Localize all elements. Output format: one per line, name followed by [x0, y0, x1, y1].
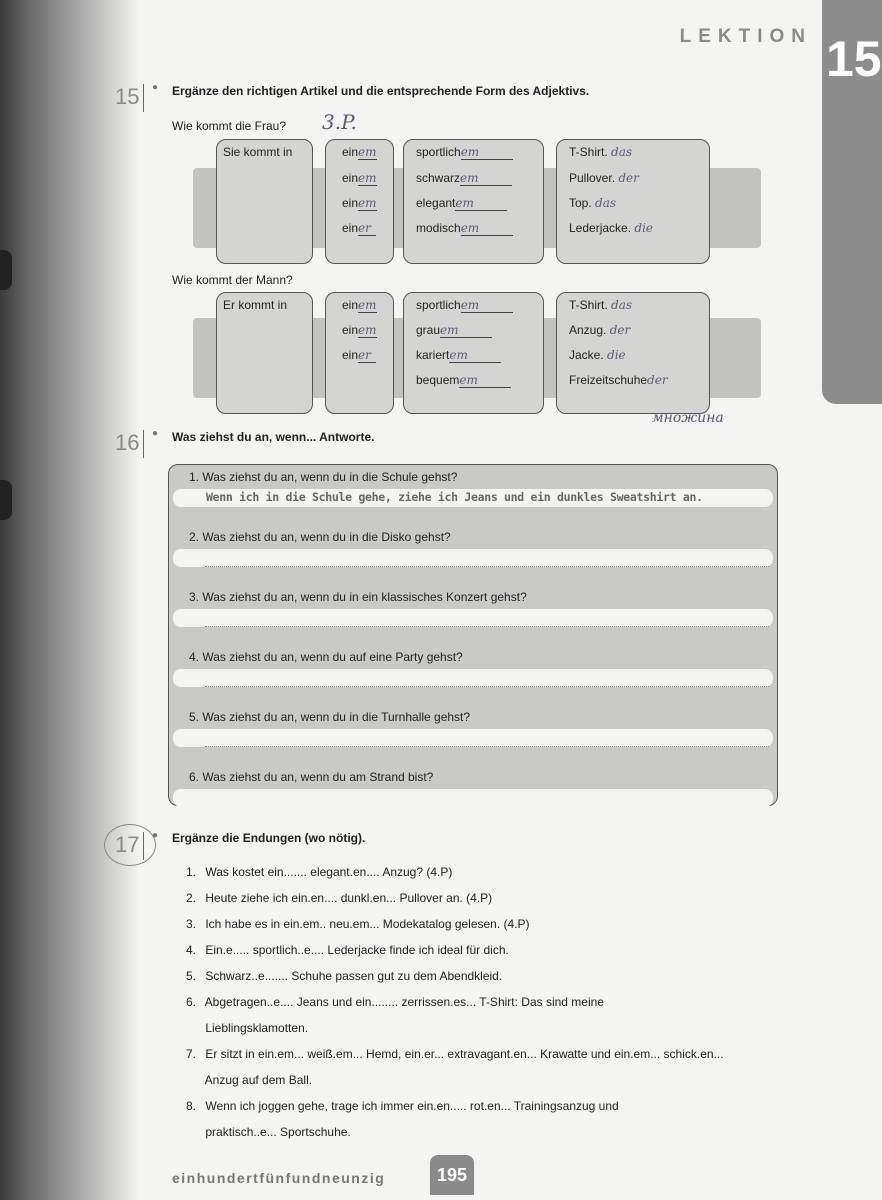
answer-panel: [168, 464, 778, 806]
adjective-row: elegantem: [416, 196, 507, 211]
adjective-row: bequemem: [416, 373, 511, 388]
lektion-header: LEKTION: [679, 26, 812, 47]
noun-box: [556, 139, 710, 264]
subject-box: [216, 292, 313, 414]
exercise-divider: [143, 430, 144, 458]
adjective-row: grauem: [416, 323, 492, 338]
question-row: [169, 645, 777, 705]
article-box: [325, 292, 394, 414]
noun-row: Top. das: [569, 196, 617, 210]
handwritten-side-note: множина: [652, 410, 724, 426]
question-row: [169, 705, 777, 765]
article-row: einem: [342, 145, 377, 159]
exercise-number: 16: [115, 430, 140, 455]
bullet-icon: ●: [152, 428, 159, 439]
article-row: einer: [342, 348, 376, 363]
question-text: 3. Was ziehst du an, wenn du in ein klassisches Konzert gehst?: [189, 590, 527, 604]
list-item: 2. Heute ziehe ich ein.en.... dunkl.en... Pullover an. (4.P): [186, 891, 493, 905]
question-mann: Wie kommt der Mann?: [172, 273, 293, 287]
adjective-box: [403, 292, 544, 414]
question-row: [169, 525, 777, 585]
list-item: Lieblingsklamotten.: [205, 1021, 309, 1035]
chapter-number: 15: [826, 31, 882, 87]
article-row: einer: [342, 221, 376, 236]
noun-row: T-Shirt. das: [569, 145, 633, 159]
article-row: einem: [342, 298, 377, 312]
list-item: 1. Was kostet ein....... elegant.en.... Anzug? (4.P): [186, 865, 453, 879]
exercise-number: 17: [115, 832, 140, 857]
exercise-title: Ergänze die Endungen (wo nötig).: [172, 831, 366, 845]
dotted-line: [205, 626, 769, 627]
exercise-title: Was ziehst du an, wenn... Antworte.: [172, 430, 375, 444]
list-item: 6. Abgetragen..e.... Jeans und ein........ zerrissen.es... T-Shirt: Das sind meine: [186, 995, 604, 1009]
list-item: 3. Ich habe es in ein.em.. neu.em... Modekatalog gelesen. (4.P): [186, 917, 530, 931]
question-text: 4. Was ziehst du an, wenn du auf eine Party gehst?: [189, 650, 463, 664]
answer-line[interactable]: [173, 669, 773, 687]
adjective-row: kariertem: [416, 348, 501, 363]
answer-line[interactable]: [173, 549, 773, 567]
adjective-box: [403, 139, 544, 264]
exercise-number: 15: [115, 84, 140, 109]
bullet-icon: ●: [152, 830, 159, 841]
answer-line[interactable]: [173, 789, 773, 807]
list-item: 8. Wenn ich joggen gehe, trage ich immer ein.en..... rot.en... Trainingsanzug und: [186, 1099, 619, 1113]
noun-row: Jacke. die: [569, 348, 626, 362]
handwritten-circle: [104, 824, 159, 866]
answer-text: Wenn ich in die Schule gehe, ziehe ich Jeans und ein dunkles Sweatshirt an.: [206, 490, 703, 504]
page-number: 195: [430, 1155, 474, 1195]
list-item: 7. Er sitzt in ein.em... weiß.em... Hemd, ein.er... extravagant.en... Krawatte und ein.em... schick.en...: [186, 1047, 724, 1061]
question-text: 5. Was ziehst du an, wenn du in die Turnhalle gehst?: [189, 710, 471, 724]
page-number-words: einhundertfünfundneunzig: [172, 1170, 386, 1186]
answer-line[interactable]: [173, 609, 773, 627]
binding-mark: [0, 480, 12, 520]
noun-row: Freizeitschuheder: [569, 373, 668, 387]
article-row: einem: [342, 171, 377, 185]
noun-row: Pullover. der: [569, 171, 639, 185]
noun-box: [556, 292, 710, 414]
subject-box: [216, 139, 313, 264]
adjective-row: sportlichem: [416, 298, 513, 313]
exercise-divider: [143, 84, 144, 112]
dotted-line: [205, 686, 769, 687]
question-row: [169, 465, 777, 525]
question-row: [169, 765, 777, 825]
dotted-line: [205, 566, 769, 567]
adjective-row: sportlichem: [416, 145, 513, 160]
exercise-list: [186, 859, 724, 1145]
list-item: Anzug auf dem Ball.: [204, 1073, 313, 1087]
question-text: 1. Was ziehst du an, wenn du in die Schule gehst?: [189, 470, 458, 484]
list-item: 4. Ein.e..... sportlich..e.... Lederjacke finde ich ideal für dich.: [186, 943, 509, 957]
noun-row: T-Shirt. das: [569, 298, 633, 312]
exercise-divider: [143, 832, 144, 860]
bullet-icon: ●: [152, 82, 159, 93]
noun-row: Lederjacke. die: [569, 221, 654, 235]
exercise-title: Ergänze den richtigen Artikel und die entsprechende Form des Adjektivs.: [172, 84, 590, 98]
article-row: einem: [342, 323, 377, 337]
article-box: [325, 139, 394, 264]
question-text: 2. Was ziehst du an, wenn du in die Disko gehst?: [189, 530, 451, 544]
handwritten-note: 3.P.: [322, 110, 357, 134]
question-row: [169, 585, 777, 645]
adjective-row: modischem: [416, 221, 513, 236]
question-text: 6. Was ziehst du an, wenn du am Strand bist?: [189, 770, 434, 784]
binding-shadow: [0, 0, 140, 1200]
subject-text: Er kommt in: [223, 298, 288, 312]
article-row: einem: [342, 196, 377, 210]
list-item: 5. Schwarz..e....... Schuhe passen gut zu dem Abendkleid.: [186, 969, 503, 983]
adjective-row: schwarzem: [416, 171, 512, 186]
question-frau: Wie kommt die Frau?: [172, 119, 287, 133]
dotted-line: [205, 746, 769, 747]
subject-text: Sie kommt in: [223, 145, 293, 159]
list-item: praktisch..e... Sportschuhe.: [205, 1125, 351, 1139]
binding-mark: [0, 250, 12, 290]
noun-row: Anzug. der: [569, 323, 631, 337]
answer-line[interactable]: [173, 729, 773, 747]
